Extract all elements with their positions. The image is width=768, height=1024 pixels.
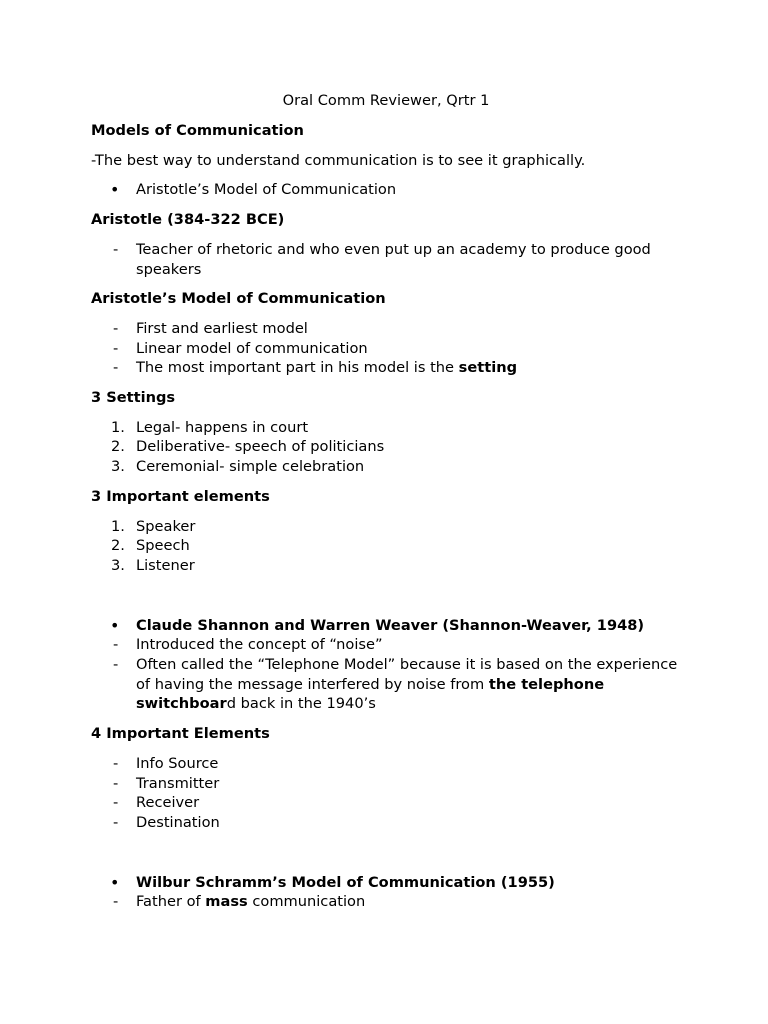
list-item-text: Info Source [136,754,219,772]
bullet-list-aristotle [91,180,681,200]
list-item-text: Transmitter [136,774,220,792]
heading-settings: 3 Settings [91,389,176,407]
dash-list-aristotle [91,240,681,279]
list-item [91,437,681,457]
list-item [91,180,681,200]
text-run: Father of [136,893,206,911]
dash-list-model-points [91,319,681,378]
bold-term-switchboard: the telephone switchboar [136,675,605,713]
dash-list-four-elements [91,754,681,833]
list-item-text: Speaker [136,517,196,535]
list-item-text: Destination [136,813,220,831]
list-item-text [136,656,677,712]
dash-marker: - [113,656,119,674]
list-item-text [136,359,517,376]
list-item-text: Introduced the concept of “noise” [136,636,383,654]
bullet-list-shannon [91,616,681,636]
list-item-text: Wilbur Schramm’s Model of Communication (1955) [136,873,555,891]
heading-aristotle: Aristotle (384-322 BCE) [91,211,285,229]
heading-aristotle-model: Aristotle’s Model of Communication [91,290,386,308]
list-item [91,655,681,714]
number-marker: 2. [111,537,125,555]
list-item-text: First and earliest model [136,319,308,337]
dash-marker: - [113,240,119,258]
list-item [91,418,681,438]
text-run: communication [247,893,366,911]
document-page [91,91,681,912]
intro-text: -The best way to understand communication is to see it graphically. [91,151,586,169]
dash-marker: - [113,893,119,911]
number-marker: 2. [111,438,125,456]
list-item-text: Teacher of rhetoric and who even put up an academy to produce good speakers [136,240,651,278]
list-item [91,358,681,378]
list-item [91,635,681,655]
text-run: d back in the 1940’s [226,695,376,713]
blank-space [91,833,681,873]
list-item-text: Legal- happens in court [136,418,309,436]
dash-list-schramm [91,892,681,912]
dash-marker: - [113,774,119,792]
list-item [91,793,681,813]
text-run: Often called the “Telephone Model” because it is based on the experience of having the message interfered by noise from [136,656,678,693]
numbered-list-elements [91,517,681,576]
document-title: Oral Comm Reviewer, Qrtr 1 [282,92,490,109]
dash-marker: - [113,319,119,337]
number-marker: 1. [111,418,125,436]
text-run: The most important part in his model is the [136,359,459,377]
dash-marker: - [113,794,119,812]
list-item [91,616,681,636]
number-marker: 1. [111,517,125,535]
dash-marker: - [113,754,119,772]
bold-term-mass: mass [205,893,248,911]
list-item-text: Ceremonial- simple celebration [136,458,365,476]
dash-marker: - [113,359,119,377]
list-item-text: Claude Shannon and Warren Weaver (Shannon-Weaver, 1948) [136,616,645,634]
bullet-marker: • [110,615,120,635]
list-item [91,339,681,359]
list-item-text: Deliberative- speech of politicians [136,438,385,456]
heading-four-elements: 4 Important Elements [91,725,270,743]
heading-elements: 3 Important elements [91,487,270,505]
list-item [91,319,681,339]
list-item [91,240,681,279]
list-item [91,556,681,576]
list-item-text [136,893,365,910]
list-item-text: Linear model of communication [136,339,368,357]
dash-marker: - [113,813,119,831]
list-item [91,517,681,537]
dash-list-shannon [91,635,681,714]
bold-term-setting: setting [458,359,518,377]
list-item [91,754,681,774]
heading-models: Models of Communication [91,122,304,139]
list-item-text: Listener [136,556,195,574]
bullet-marker: • [110,872,120,892]
list-item-text: Receiver [136,794,200,812]
number-marker: 3. [111,556,125,574]
list-item [91,774,681,794]
list-item [91,813,681,833]
list-item [91,457,681,477]
list-item-text: Speech [136,537,190,555]
bullet-marker: • [110,180,120,200]
list-item [91,873,681,893]
list-item-text: Aristotle’s Model of Communication [136,181,397,199]
dash-marker: - [113,339,119,357]
list-item [91,892,681,912]
blank-space [91,576,681,616]
list-item [91,536,681,556]
dash-marker: - [113,636,119,654]
bullet-list-schramm [91,873,681,893]
numbered-list-settings [91,418,681,477]
number-marker: 3. [111,458,125,476]
